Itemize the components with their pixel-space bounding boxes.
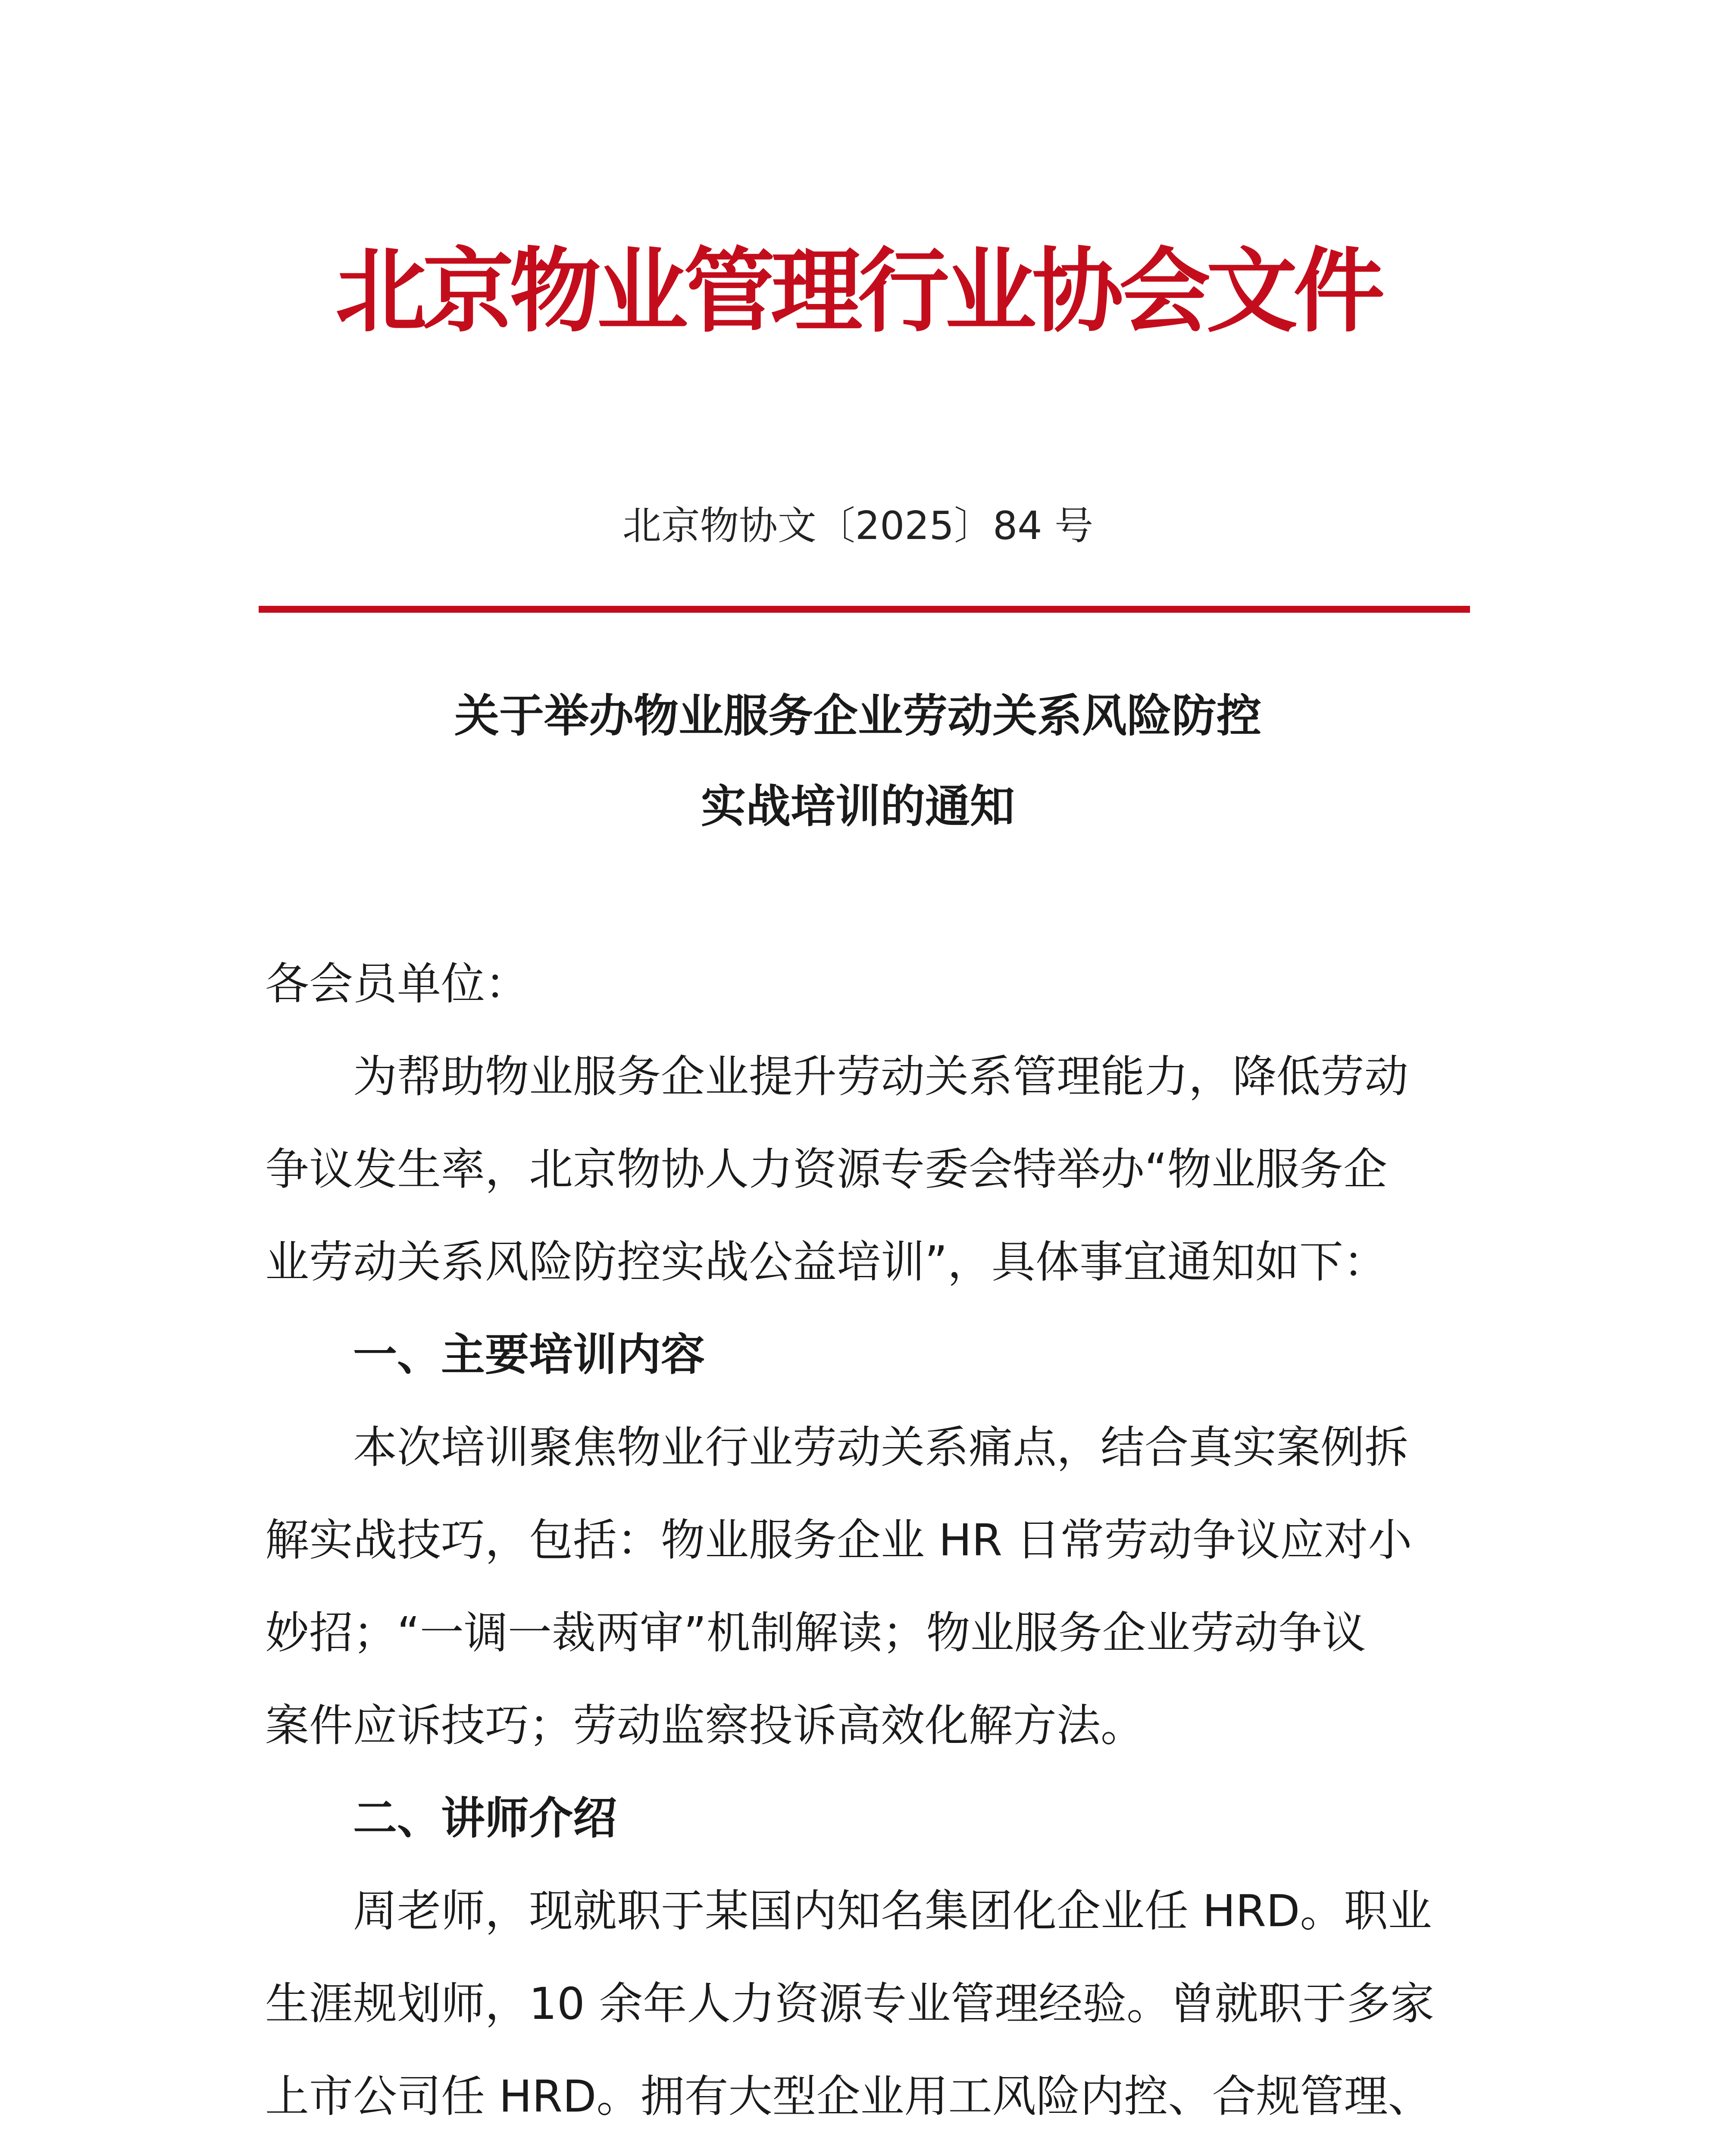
section-1-line-3: 妙招；“一调一裁两审”机制解读；物业服务企业劳动争议: [265, 1608, 1366, 1659]
section-2-line-3: 上市公司任 HRD。拥有大型企业用工风险内控、合规管理、: [265, 2071, 1432, 2122]
section-2-line-2: 生涯规划师，10 余年人力资源专业管理经验。曾就职于多家: [265, 1978, 1435, 2030]
salutation: 各会员单位：: [265, 959, 529, 1010]
notice-title-line-1: 关于举办物业服务企业劳动关系风险防控: [454, 689, 1261, 742]
section-heading-training-content: 一、主要培训内容: [353, 1329, 705, 1381]
section-2-line-1: 周老师，现就职于某国内知名集团化企业任 HRD。职业: [353, 1886, 1432, 1937]
section-1-line-4: 案件应诉技巧；劳动监察投诉高效化解方法。: [265, 1700, 1145, 1752]
intro-line-2: 争议发生率，北京物协人力资源专委会特举办“物业服务企: [265, 1144, 1387, 1195]
intro-line-1: 为帮助物业服务企业提升劳动关系管理能力，降低劳动: [353, 1051, 1408, 1103]
section-2-line-4: [265, 2143, 1455, 2156]
section-heading-instructor: 二、讲师介绍: [353, 1793, 617, 1844]
red-divider-rule: [259, 606, 1470, 613]
notice-title-line-2: 实战培训的通知: [701, 780, 1015, 833]
notice-body: [265, 938, 1455, 2156]
notice-title: [267, 671, 1448, 852]
document-number: 北京物协文〔2025〕84 号: [622, 503, 1094, 548]
intro-line-3: 业劳动关系风险防控实战公益培训”，具体事宜通知如下：: [265, 1237, 1387, 1288]
section-1-line-2: 解实战技巧，包括：物业服务企业 HR 日常劳动争议应对小: [265, 1515, 1412, 1566]
issuer-masthead: 北京物业管理行业协会文件: [335, 237, 1380, 345]
section-1-line-1: 本次培训聚焦物业行业劳动关系痛点，结合真实案例拆: [353, 1422, 1408, 1473]
